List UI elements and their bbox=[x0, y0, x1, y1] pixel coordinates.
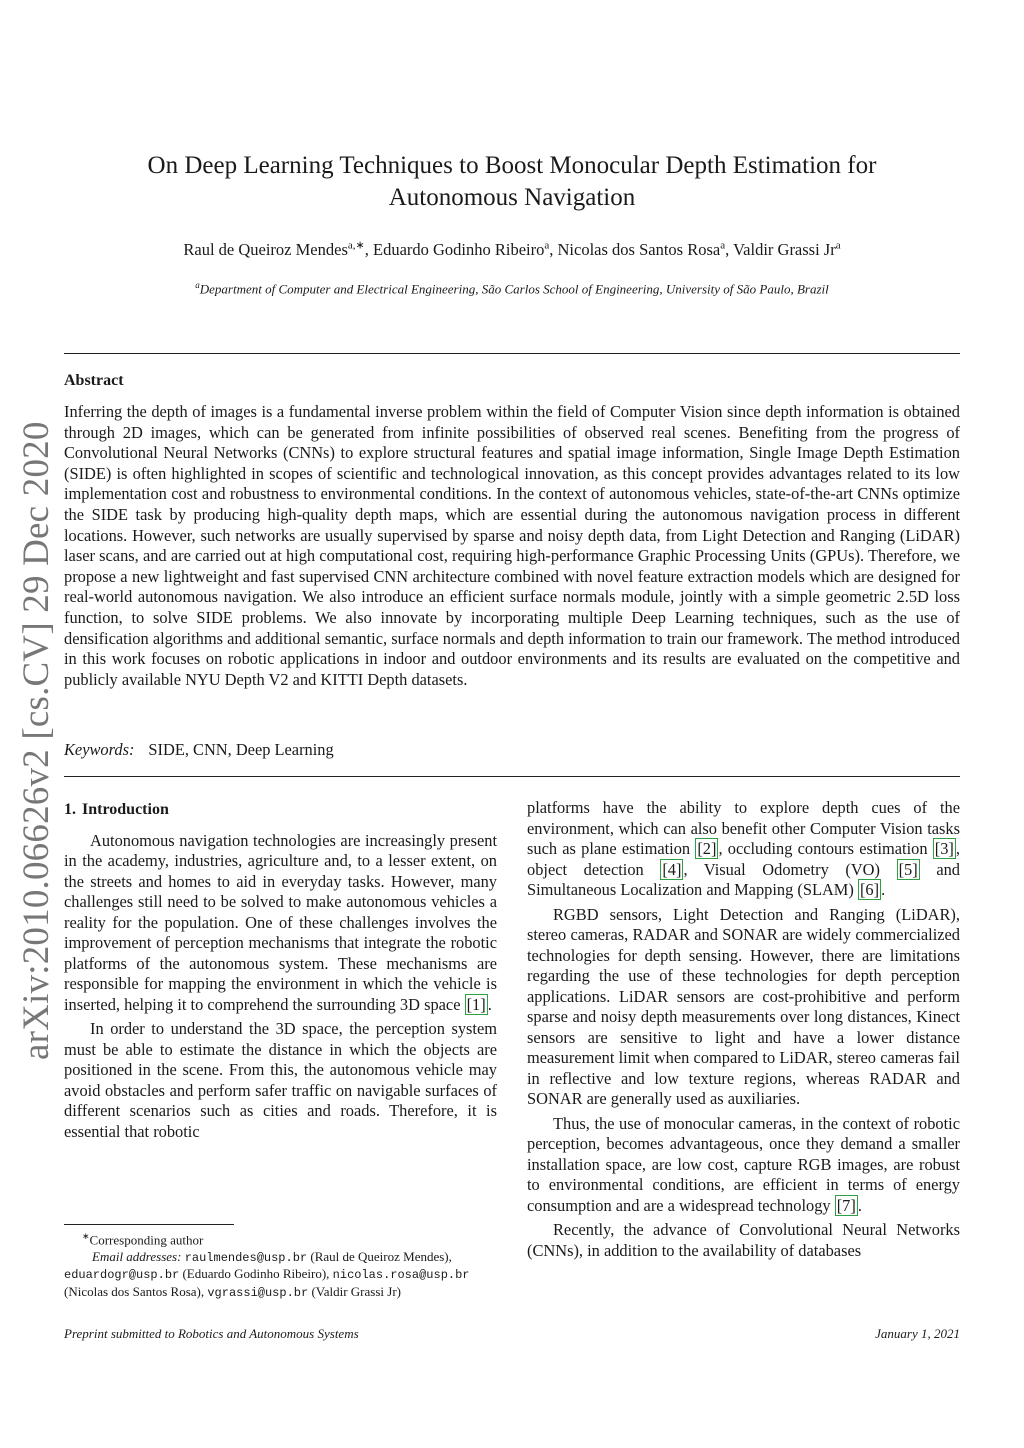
arxiv-identifier: arXiv:2010.06626v2 [cs.CV] 29 Dec 2020 bbox=[16, 421, 57, 1060]
email-link[interactable]: eduardogr@usp.br bbox=[64, 1268, 180, 1283]
footer-submission-note: Preprint submitted to Robotics and Autonomous Systems bbox=[64, 1326, 359, 1341]
email-owner: (Eduardo Godinho Ribeiro), bbox=[182, 1266, 330, 1282]
author-affiliation-mark: a bbox=[544, 239, 550, 252]
paragraph-text: Thus, the use of monocular cameras, in the context of robotic perception, becomes advantageous, once they demand a smaller installation space, are low cost, capture RGB images, are robust to environmental conditions, are efficient in terms of energy consumption and are a widespread technology bbox=[527, 1113, 960, 1215]
citation-link[interactable]: [7] bbox=[836, 1195, 856, 1215]
citation-link[interactable]: [4] bbox=[662, 859, 682, 879]
affiliation bbox=[64, 276, 960, 298]
abstract-heading: Abstract bbox=[64, 372, 124, 389]
citation-link[interactable]: [1] bbox=[466, 994, 486, 1014]
abstract-body: Inferring the depth of images is a fundamental inverse problem within the field of Computer Vision since depth information is obtained through 2D images, which can be generated from infinite possibilities of observed real scenes. Benefiting from the progress of Convolutional Neural Networks (CNNs) to explore structural features and spatial image information, Single Image Depth Estimation (SIDE) is often highlighted in scopes of scientific and technological innovation, as this concept provides advantages related to its low implementation cost and robustness to environmental conditions. In the context of autonomous vehicles, state-of-the-art CNNs optimize the SIDE task by producing high-quality depth maps, which are essential during the autonomous navigation process in different locations. However, such networks are usually supervised by sparse and noisy depth data, from Light Detection and Ranging (LiDAR) laser scans, and are carried out at high computational cost, requiring high-performance Graphic Processing Units (GPUs). Therefore, we propose a new lightweight and fast supervised CNN architecture combined with novel feature extraction models which are designed for real-world autonomous navigation. We also introduce an efficient surface normals module, jointly with a simple geometric 2.5D loss function, to solve SIDE problems. We also innovate by incorporating multiple Deep Learning techniques, such as the use of densification algorithms and additional semantic, surface normals and depth information to train our framework. The method introduced in this work focuses on robotic applications in indoor and outdoor environments and its results are evaluated on the competitive and publicly available NYU Depth V2 and KITTI Depth datasets. bbox=[64, 402, 960, 689]
paragraph: RGBD sensors, Light Detection and Ranging (LiDAR), stereo cameras, RADAR and SONAR are widely commercialized technologies for depth sensing. However, there are limitations regarding the use of these technologies for depth perception applications. LiDAR sensors are cost-prohibitive and perform sparse and noisy depth measurements over long distances, Kinect sensors are sensitive to light and have a lower distance measurement limit when compared to LiDAR, stereo cameras fail in reflective and low texture regions, whereas RADAR and SONAR are generally used as auxiliaries. bbox=[527, 904, 960, 1108]
corresponding-author-label: Corresponding author bbox=[89, 1232, 204, 1248]
email-owner: (Raul de Queiroz Mendes), bbox=[310, 1248, 452, 1264]
affiliation-text: Department of Computer and Electrical Engineering, São Carlos School of Engineering, University of São Paulo, Brazil bbox=[199, 281, 829, 297]
paragraph: In order to understand the 3D space, the perception system must be able to estimate the distance in which the objects are positioned in the scene. From this, the autonomous vehicle may avoid obstacles and perform safer traffic on navigable surfaces of different scenarios such as cities and roads. Therefore, it is essential that robotic bbox=[64, 1019, 497, 1141]
citation-link[interactable]: [6] bbox=[859, 880, 880, 899]
paragraph bbox=[64, 831, 497, 1016]
paragraph-text: , object detection bbox=[527, 839, 960, 879]
citation-link[interactable]: [5] bbox=[898, 859, 918, 879]
author-affiliation-mark: a,∗ bbox=[347, 239, 365, 252]
keywords-label: Keywords: bbox=[64, 740, 135, 759]
affiliation-mark: a bbox=[195, 280, 200, 290]
column-left bbox=[64, 798, 497, 1146]
footer-date: January 1, 2021 bbox=[875, 1326, 960, 1341]
divider-bottom bbox=[64, 776, 960, 777]
author-name: Valdir Grassi Jr bbox=[733, 240, 836, 259]
author-name: Nicolas dos Santos Rosa bbox=[557, 240, 721, 259]
keywords-list: SIDE, CNN, Deep Learning bbox=[148, 740, 334, 759]
author-name: Eduardo Godinho Ribeiro bbox=[372, 240, 545, 259]
email-owner: (Nicolas dos Santos Rosa), bbox=[64, 1283, 205, 1299]
email-link[interactable]: raulmendes@usp.br bbox=[184, 1250, 308, 1265]
email-owner: (Valdir Grassi Jr) bbox=[311, 1283, 401, 1299]
divider-top bbox=[64, 353, 960, 354]
paragraph-text: Autonomous navigation technologies are increasingly present in the academy, industries, agriculture and, to a lesser extent, on the streets and homes to aid in everyday tasks. However, many challenges still need to be solved to make autonomous vehicles a reality for the population. One of these challenges involves the improvement of perception mechanisms that integrate the robotic platforms of the autonomous system. These mechanisms are responsible for mapping the environment in which the vehicle is inserted, helping it to comprehend the surrounding 3D space bbox=[64, 830, 497, 1014]
footnote bbox=[64, 1224, 497, 1301]
author-affiliation-mark: a bbox=[720, 239, 726, 252]
section-title: Introduction bbox=[82, 801, 169, 818]
email-label: Email addresses: bbox=[92, 1248, 182, 1264]
footnote-emails bbox=[64, 1249, 497, 1302]
email-link[interactable]: vgrassi@usp.br bbox=[207, 1285, 309, 1300]
paper-title bbox=[64, 150, 960, 214]
author-list: Raul de Queiroz Mendes$^{a,∗}$, Eduardo Godinho Ribeiro$^a$, Nicolas dos Santos Rosa$^a$, Valdir Grassi Jr$^a$ bbox=[183, 239, 841, 259]
author-name: Raul de Queiroz Mendes bbox=[183, 240, 348, 259]
section-number: 1. bbox=[64, 801, 76, 818]
section-heading bbox=[64, 800, 497, 821]
email-link[interactable]: nicolas.rosa@usp.br bbox=[332, 1268, 470, 1283]
paragraph bbox=[527, 1114, 960, 1217]
column-right bbox=[527, 798, 960, 1265]
author-affiliation-mark: a bbox=[835, 239, 841, 252]
citation-link[interactable]: [2] bbox=[697, 839, 717, 858]
paragraph-tail: . bbox=[487, 994, 492, 1014]
keywords bbox=[64, 740, 960, 760]
paragraph-text: , Visual Odometry (VO) bbox=[683, 859, 897, 879]
paragraph-text: , occluding contours estimation bbox=[718, 839, 933, 858]
title-line-2: Autonomous Navigation bbox=[388, 184, 636, 211]
paragraph bbox=[527, 798, 960, 901]
title-line-1: On Deep Learning Techniques to Boost Monocular Depth Estimation for bbox=[147, 152, 877, 179]
paragraph-tail: . bbox=[881, 880, 886, 899]
paragraph: Recently, the advance of Convolutional Neural Networks (CNNs), in addition to the availability of databases bbox=[527, 1220, 960, 1260]
citation-link[interactable]: [3] bbox=[934, 839, 954, 858]
paragraph-text: and Simultaneous Localization and Mapping (SLAM) bbox=[527, 859, 960, 899]
paragraph-text: platforms have the ability to explore depth cues of the environment, which can also benefit other Computer Vision tasks such as plane estimation bbox=[527, 798, 960, 858]
footnote-corresponding bbox=[64, 1228, 497, 1249]
paragraph-tail: . bbox=[857, 1195, 862, 1215]
footnote-mark: ∗ bbox=[82, 1231, 90, 1241]
